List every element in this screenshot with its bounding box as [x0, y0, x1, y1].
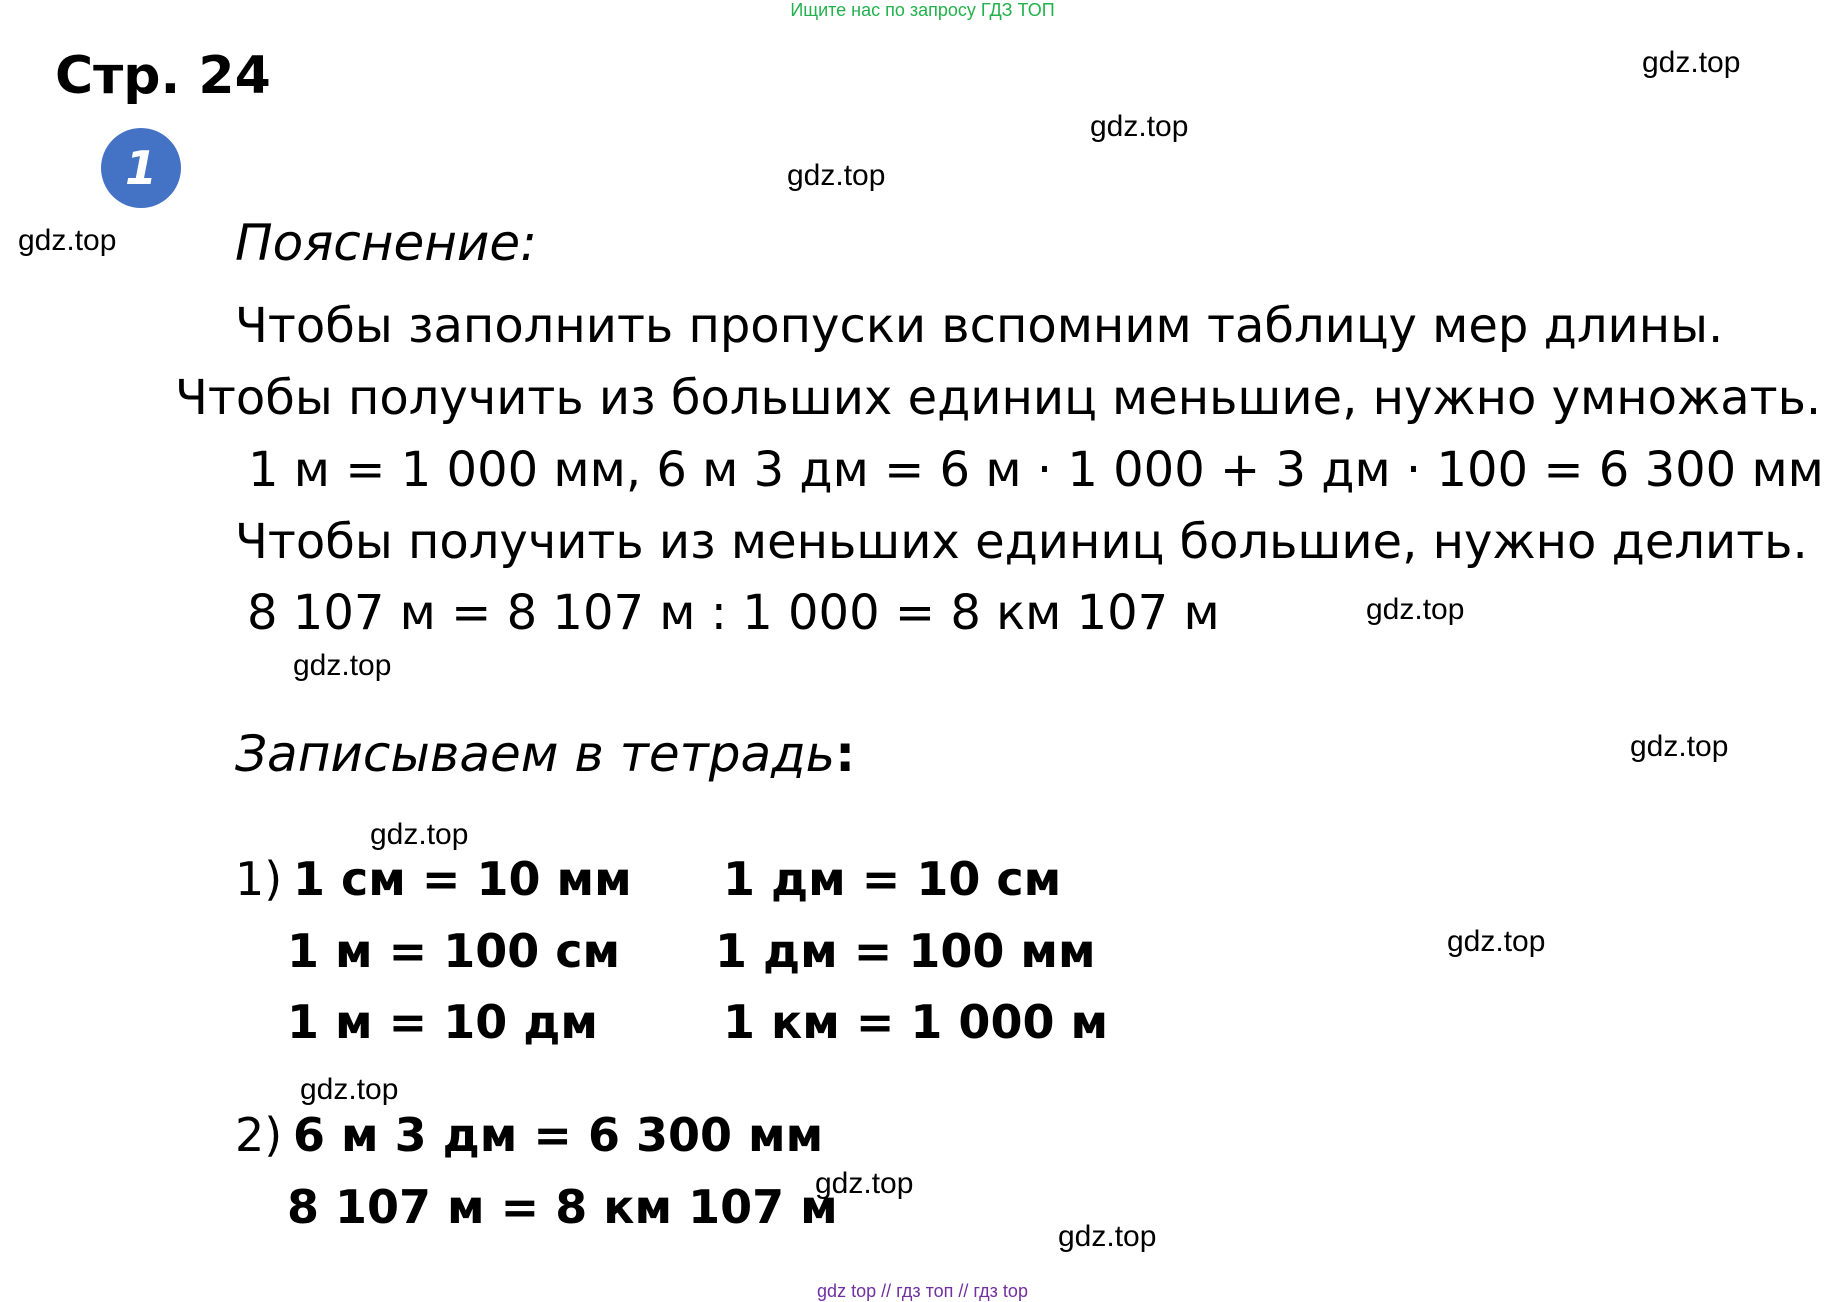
watermark: gdz.top: [1642, 46, 1741, 79]
watermark: gdz.top: [370, 818, 469, 851]
watermark: gdz.top: [1366, 593, 1465, 626]
watermark: gdz.top: [1090, 110, 1189, 143]
notebook-heading-text: Записываем в тетрадь: [235, 725, 836, 783]
conversion-item: 1 дм = 100 мм: [715, 924, 1096, 978]
explanation-line: Чтобы заполнить пропуски вспомним таблицу мер длины.: [235, 298, 1724, 354]
watermark: gdz.top: [1630, 730, 1729, 763]
conversion-item: 6 м 3 дм = 6 300 мм: [293, 1108, 824, 1162]
explanation-line: Чтобы получить из меньших единиц большие, нужно делить.: [235, 514, 1808, 570]
watermark: gdz.top: [1058, 1220, 1157, 1253]
watermark: gdz.top: [1447, 925, 1546, 958]
footer-links: gdz top // гдз топ // гдз top: [817, 1281, 1028, 1301]
explanation-line: 8 107 м = 8 107 м : 1 000 = 8 км 107 м: [247, 585, 1220, 641]
conversion-item: 1 см = 10 мм: [293, 852, 632, 906]
explanation-line: 1 м = 1 000 мм, 6 м 3 дм = 6 м · 1 000 + 3 дм · 100 = 6 300 мм: [248, 442, 1824, 498]
watermark: gdz.top: [815, 1167, 914, 1200]
task-number-badge: 1: [101, 128, 181, 208]
conversion-item: 8 107 м = 8 км 107 м: [287, 1180, 838, 1234]
watermark: gdz.top: [300, 1073, 399, 1106]
watermark: gdz.top: [787, 159, 886, 192]
notebook-heading-colon: :: [835, 725, 856, 783]
conversion-item: 1 дм = 10 см: [723, 852, 1062, 906]
search-banner: Ищите нас по запросу ГДЗ ТОП: [790, 0, 1055, 20]
notebook-heading: [235, 725, 855, 783]
page-title: Стр. 24: [55, 46, 271, 106]
explanation-line: Чтобы получить из больших единиц меньшие, нужно умножать.: [175, 370, 1822, 426]
conversion-item: 1 м = 10 дм: [287, 995, 598, 1049]
watermark: gdz.top: [293, 649, 392, 682]
part2-label: 2): [235, 1108, 283, 1162]
conversion-item: 1 км = 1 000 м: [723, 995, 1109, 1049]
watermark: gdz.top: [18, 224, 117, 257]
explanation-heading: Пояснение:: [235, 214, 538, 272]
part1-label: 1): [235, 852, 283, 906]
conversion-item: 1 м = 100 см: [287, 924, 621, 978]
